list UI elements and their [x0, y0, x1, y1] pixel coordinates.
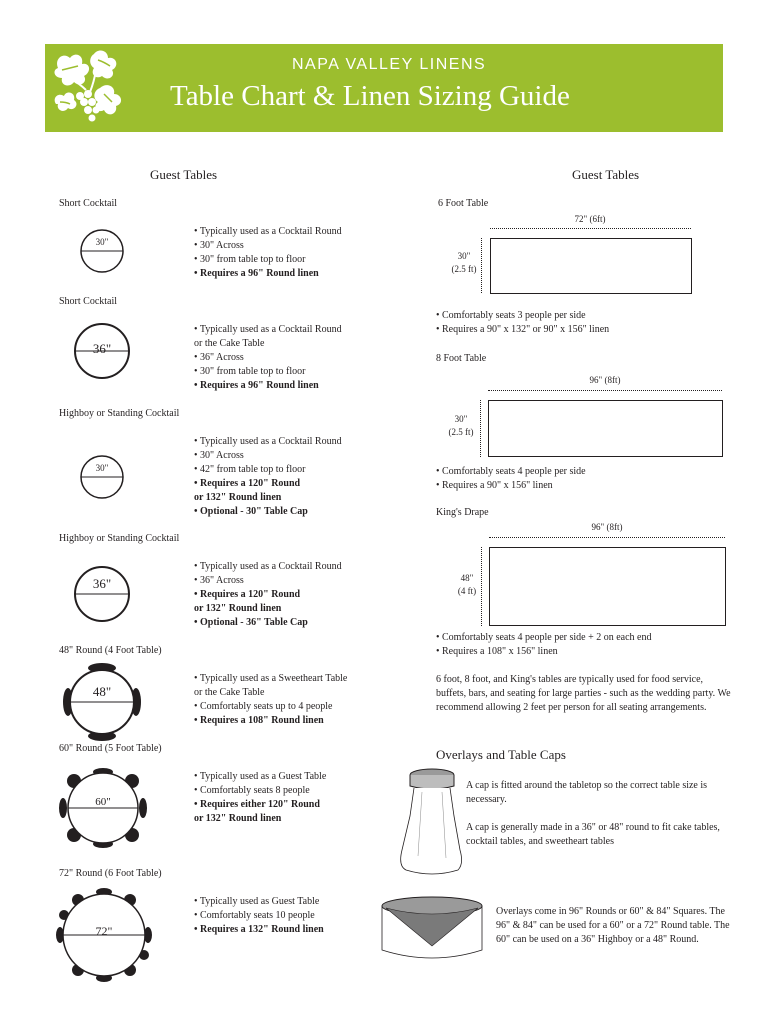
table-bullets: • Typically used as Guest Table • Comfortably seats 10 people • Requires a 132" Round linen — [194, 896, 324, 935]
table-size-label: 60" — [95, 796, 111, 808]
table-bullets: • Typically used as a Cocktail Round • 36" Across • Requires a 120" Round or 132" Round linen • Optional - 36" Table Cap — [194, 561, 342, 628]
table-width-label: 72" (6ft) — [574, 214, 606, 224]
table-height-ft-label: (2.5 ft) — [451, 264, 477, 274]
table-name: Short Cocktail — [59, 296, 118, 307]
table-size-label: 30" — [95, 237, 109, 247]
left-section-heading: Guest Tables — [150, 167, 218, 182]
rect-table-diagram — [489, 547, 726, 626]
table-name: 60" Round (5 Foot Table) — [59, 743, 162, 754]
table-size-label: 30" — [95, 463, 109, 473]
width-dimension-line — [489, 537, 725, 538]
table-height-ft-label: (4 ft) — [457, 586, 477, 596]
table-name: Highboy or Standing Cocktail — [59, 533, 180, 544]
page-title: Table Chart & Linen Sizing Guide — [170, 80, 570, 112]
table-bullets: • Comfortably seats 3 people per side • Requires a 90" x 132" or 90" x 156" linen — [436, 310, 610, 335]
table-height-label: 30" — [457, 251, 471, 261]
round-table-diagram — [73, 565, 131, 623]
table-height-ft-label: (2.5 ft) — [448, 427, 474, 437]
round-table-with-chairs-diagram — [58, 768, 148, 848]
brand-name: NAPA VALLEY LINENS — [292, 56, 487, 73]
table-bullets: • Comfortably seats 4 people per side • Requires a 90" x 156" linen — [436, 466, 586, 491]
table-bullets: • Typically used as a Sweetheart Table or the Cake Table • Comfortably seats up to 4 people • Requires a 108" Round linen — [194, 673, 348, 726]
overlays-heading: Overlays and Table Caps — [436, 747, 566, 762]
round-table-with-chairs-diagram — [62, 662, 142, 742]
table-name: 72" Round (6 Foot Table) — [59, 868, 162, 879]
width-dimension-line — [490, 228, 691, 229]
table-name: King's Drape — [436, 507, 489, 518]
table-height-label: 30" — [454, 414, 468, 424]
round-table-diagram — [79, 228, 125, 274]
overlay-description: Overlays come in 96" Rounds or 60" & 84" Squares. The 96" & 84" can be used for a 60" or a 72" Round table. The 60" can be used on a 36" Highboy or a 48" Round. — [496, 906, 730, 945]
table-bullets: • Typically used as a Cocktail Round or the Cake Table • 36" Across • 30" from table top to floor • Requires a 96" Round linen — [194, 324, 342, 391]
table-size-label: 36" — [92, 576, 112, 591]
table-name: Short Cocktail — [59, 198, 118, 209]
cap-description-2: A cap is generally made in a 36" or 48" round to fit cake tables, cocktail tables, and sweetheart tables — [466, 822, 720, 847]
table-width-label: 96" (8ft) — [589, 375, 621, 385]
table-bullets: • Typically used as a Cocktail Round • 30" Across • 42" from table top to floor • Requires a 120" Round or 132" Round linen • Optional - 30" Table Cap — [194, 436, 342, 517]
table-name: 6 Foot Table — [438, 198, 489, 209]
table-size-label: 72" — [95, 924, 113, 938]
table-width-label: 96" (8ft) — [591, 522, 623, 532]
cap-description-1: A cap is fitted around the tabletop so the correct table size is necessary. — [466, 780, 708, 805]
table-name: Highboy or Standing Cocktail — [59, 408, 180, 419]
table-height-label: 48" — [460, 573, 474, 583]
table-size-label: 48" — [92, 684, 112, 699]
table-cap-illustration — [394, 766, 466, 878]
table-bullets: • Comfortably seats 4 people per side + 2 on each end • Requires a 108" x 156" linen — [436, 632, 652, 657]
table-size-label: 36" — [92, 341, 112, 356]
rect-table-diagram — [490, 238, 692, 294]
width-dimension-line — [488, 390, 722, 391]
table-name: 8 Foot Table — [436, 353, 487, 364]
right-section-heading: Guest Tables — [572, 167, 640, 182]
rect-table-diagram — [488, 400, 723, 457]
rect-tables-note: 6 foot, 8 foot, and King's tables are typically used for food service, buffets, bars, and seating for large parties - such as the wedding party. We recommend allowing 2 feet per person for all seating arrangements. — [436, 674, 731, 713]
table-name: 48" Round (4 Foot Table) — [59, 645, 162, 656]
table-overlay-illustration — [376, 894, 488, 966]
grape-vine-logo-icon — [50, 48, 128, 128]
table-bullets: • Typically used as a Cocktail Round • 30" Across • 30" from table top to floor • Requires a 96" Round linen — [194, 226, 342, 279]
table-bullets: • Typically used as a Guest Table • Comfortably seats 8 people • Requires either 120" Round or 132" Round linen — [194, 771, 327, 824]
round-table-diagram — [79, 454, 125, 500]
